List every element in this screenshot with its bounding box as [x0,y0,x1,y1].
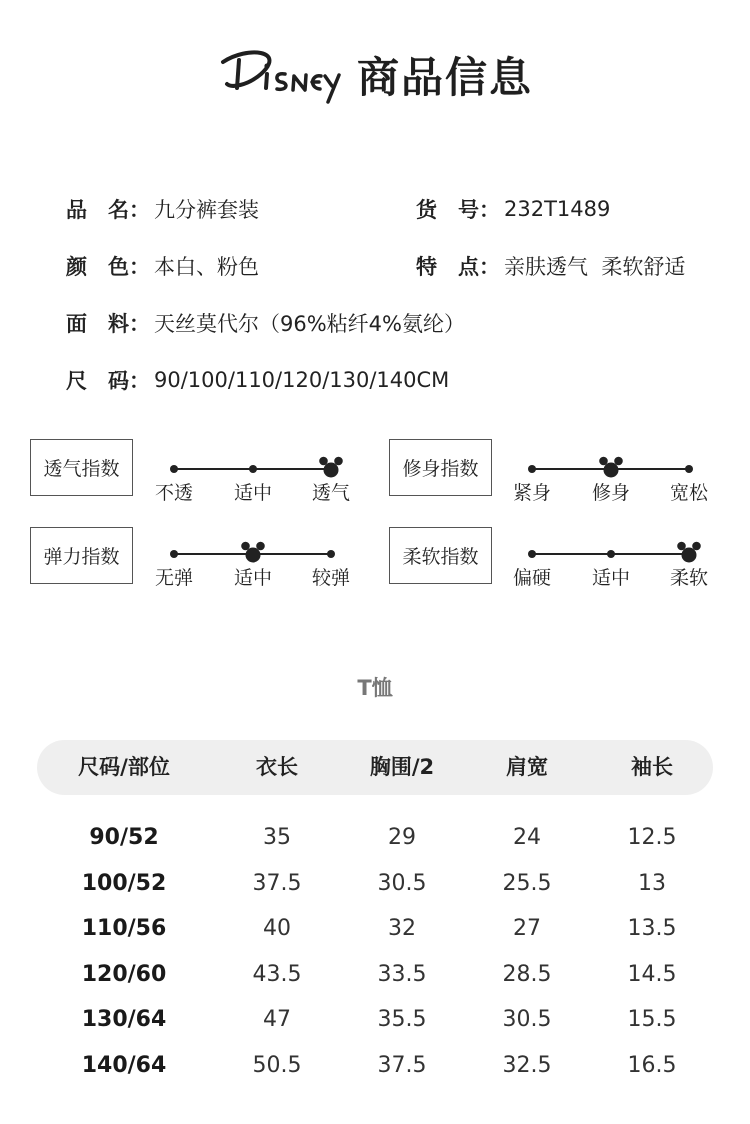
spec-color: 颜 色 ： 本白、粉色 [66,251,259,281]
size-cell: 140/64 [81,1052,167,1078]
index-scale [508,546,718,596]
size-cell: 110/56 [81,916,167,941]
measure-cell: 29 [388,825,416,850]
softness-index-box: 柔软指数 [389,527,492,584]
column-header: 尺码/部位 [78,755,170,779]
scale-dot [528,550,536,558]
column-header: 袖长 [631,755,673,779]
scale-label: 适中 [233,482,273,504]
scale-label: 不透 [154,482,194,504]
measure-cell: 27 [513,916,541,941]
scale-dot [170,550,178,558]
spec-label: 品 名 [66,198,129,222]
measure-cell: 16.5 [627,1052,677,1078]
spec-value: 232T1489 [504,197,611,221]
mickey-marker-icon [677,541,701,563]
spec-label: 特 点 [416,255,479,279]
spec-feature: 特 点 ： 亲肤透气 柔软舒适 [416,251,685,281]
breathability-index-box: 透气指数 [30,439,133,496]
scale-label: 无弹 [154,567,194,589]
spec-value: 九分裤套装 [154,198,259,222]
size-cell: 90/52 [89,825,159,850]
scale-label: 适中 [233,567,273,589]
spec-label: 货 号 [416,198,479,222]
scale-label: 紧身 [512,482,552,504]
size-cell: 130/64 [81,1007,167,1032]
scale-dot [327,550,335,558]
measure-cell: 32.5 [502,1052,552,1078]
table-row [0,818,750,858]
index-scale [150,461,360,511]
spec-label: 颜 色 [66,255,129,279]
measure-cell: 37.5 [252,870,302,896]
measure-cell: 30.5 [502,1007,552,1032]
measure-cell: 25.5 [502,870,552,896]
scale-label: 透气 [311,482,351,504]
section-title: T恤 [357,676,393,700]
spec-value: 亲肤透气 柔软舒适 [504,255,686,279]
page-title: 商品信息 [356,53,533,102]
table-row [0,1046,750,1086]
scale-label: 柔软 [669,567,709,589]
measure-cell: 35 [263,825,291,850]
column-header: 胸围/2 [369,755,435,779]
scale-label: 偏硬 [512,567,552,589]
mickey-marker-icon [599,456,623,478]
table-row [0,955,750,995]
measure-cell: 50.5 [252,1052,302,1078]
column-header: 肩宽 [506,755,548,779]
scale-dot [685,465,693,473]
measure-cell: 37.5 [377,1052,427,1078]
scale-dot [249,465,257,473]
measure-cell: 13.5 [627,916,677,941]
size-cell: 120/60 [81,961,167,987]
table-row [0,909,750,949]
size-table-header [37,740,713,795]
mickey-marker-icon [319,456,343,478]
spec-item-no: 货 号 ： 232T1489 [416,194,610,224]
scale-label: 适中 [591,567,631,589]
spec-fabric: 面 料 ： 天丝莫代尔（96%粘纤4%氨纶） [66,308,465,338]
measure-cell: 40 [263,916,291,941]
size-cell: 100/52 [81,870,167,896]
measure-cell: 28.5 [502,961,552,987]
measure-cell: 32 [388,916,416,941]
spec-size: 尺 码 ： 90/100/110/120/130/140CM [66,365,449,395]
spec-value: 本白、粉色 [154,255,259,279]
measure-cell: 47 [263,1007,291,1032]
scale-label: 较弹 [311,567,351,589]
measure-cell: 14.5 [627,961,677,987]
column-header: 衣长 [256,755,298,779]
fit-index-box: 修身指数 [389,439,492,496]
measure-cell: 13 [638,870,666,896]
index-scale [508,461,718,511]
scale-label: 宽松 [669,482,709,504]
spec-value: 90/100/110/120/130/140CM [154,368,450,392]
page-header [0,40,750,110]
scale-dot [170,465,178,473]
spec-name: 品 名 ： 九分裤套装 [66,194,259,224]
scale-label: 修身 [591,482,631,504]
mickey-marker-icon [241,541,265,563]
elasticity-index-box: 弹力指数 [30,527,133,584]
spec-label: 尺 码 [66,369,129,393]
index-scale [150,546,360,596]
spec-label: 面 料 [66,312,129,336]
disney-logo [217,44,347,106]
measure-cell: 24 [513,825,541,850]
scale-dot [607,550,615,558]
table-row [0,1000,750,1040]
spec-value: 天丝莫代尔（96%粘纤4%氨纶） [154,312,465,336]
measure-cell: 30.5 [377,870,427,896]
measure-cell: 43.5 [252,961,302,987]
scale-dot [528,465,536,473]
measure-cell: 35.5 [377,1007,427,1032]
measure-cell: 12.5 [627,825,677,850]
table-row [0,864,750,904]
measure-cell: 33.5 [377,961,427,987]
measure-cell: 15.5 [627,1007,677,1032]
